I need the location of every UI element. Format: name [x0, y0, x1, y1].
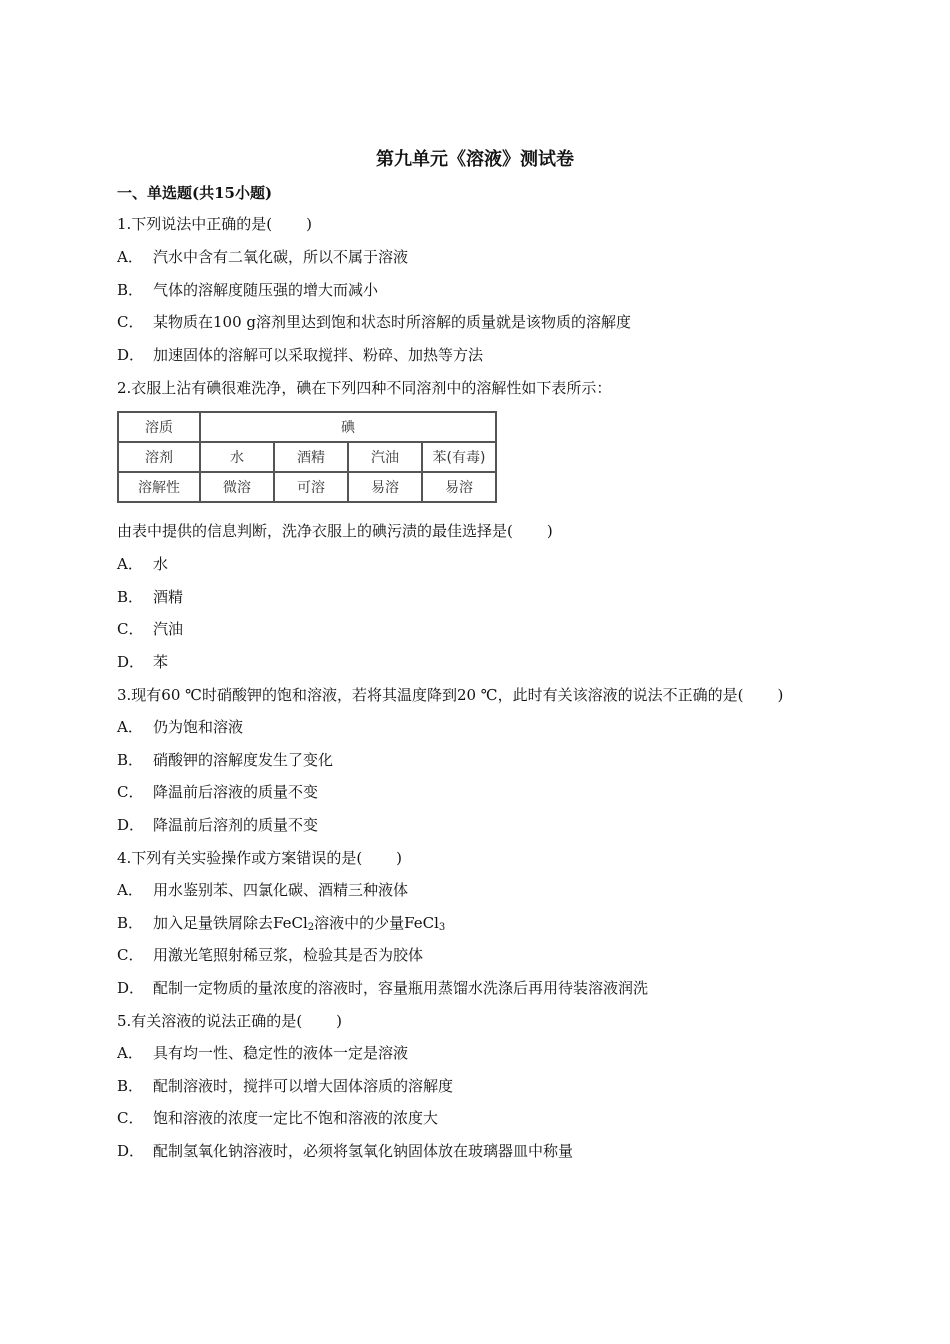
question-4-option-c: C． 用激光笔照射稀豆浆，检验其是否为胶体 — [117, 946, 424, 964]
question-3-option-b: B． 硝酸钾的溶解度发生了变化 — [117, 751, 334, 769]
question-1-option-c: C． 某物质在100 g溶剂里达到饱和状态时所溶解的质量就是该物质的溶解度 — [117, 313, 632, 331]
table-cell: 溶质 — [118, 412, 200, 442]
question-5-option-a: A． 具有均一性、稳定性的液体一定是溶液 — [117, 1044, 409, 1062]
question-2-stem: 2.衣服上沾有碘很难洗净，碘在下列四种不同溶剂中的溶解性如下表所示： — [117, 379, 612, 397]
table-cell: 碘 — [200, 412, 496, 442]
question-4-option-a: A． 用水鉴别苯、四氯化碳、酒精三种液体 — [117, 881, 409, 899]
question-5-option-d: D． 配制氢氧化钠溶液时，必须将氢氧化钠固体放在玻璃器皿中称量 — [117, 1142, 574, 1160]
question-3-option-d: D． 降温前后溶剂的质量不变 — [117, 816, 319, 834]
table-cell: 苯(有毒) — [422, 442, 496, 472]
table-row — [118, 442, 496, 472]
table-row — [118, 412, 496, 442]
question-5-option-c: C． 饱和溶液的浓度一定比不饱和溶液的浓度大 — [117, 1109, 439, 1127]
question-2-option-a: A． 水 — [117, 555, 169, 573]
question-2-option-d: D． 苯 — [117, 653, 169, 671]
table-cell: 易溶 — [348, 472, 422, 502]
question-1-option-d: D． 加速固体的溶解可以采取搅拌、粉碎、加热等方法 — [117, 346, 484, 364]
question-2-option-b: B． 酒精 — [117, 588, 184, 606]
table-cell: 可溶 — [274, 472, 348, 502]
table-cell: 微溶 — [200, 472, 274, 502]
table-cell: 溶剂 — [118, 442, 200, 472]
question-5-option-b: B． 配制溶液时，搅拌可以增大固体溶质的溶解度 — [117, 1077, 454, 1095]
question-5-stem: 5.有关溶液的说法正确的是( ) — [117, 1012, 343, 1030]
table-cell: 酒精 — [274, 442, 348, 472]
question-1-option-b: B． 气体的溶解度随压强的增大而减小 — [117, 281, 379, 299]
table-row — [118, 472, 496, 502]
table-cell: 汽油 — [348, 442, 422, 472]
question-3-stem: 3.现有60 ℃时硝酸钾的饱和溶液，若将其温度降到20 ℃，此时有关该溶液的说法不正确的是( ) — [117, 686, 784, 704]
question-2-question: 由表中提供的信息判断，洗净衣服上的碘污渍的最佳选择是( ) — [117, 522, 553, 540]
table-cell: 易溶 — [422, 472, 496, 502]
question-4-stem: 4.下列有关实验操作或方案错误的是( ) — [117, 849, 403, 867]
table-cell: 溶解性 — [118, 472, 200, 502]
section-title: 一、单选题(共15小题) — [117, 184, 273, 202]
page-title: 第九单元《溶液》测试卷 — [376, 149, 574, 170]
question-2-option-c: C． 汽油 — [117, 620, 184, 638]
question-3-option-a: A． 仍为饱和溶液 — [117, 718, 244, 736]
question-4-option-b: B． 加入足量铁屑除去FeCl$_2$溶液中的少量FeCl$_3$ — [117, 914, 446, 933]
solubility-table — [117, 411, 497, 503]
question-1-option-a: A． 汽水中含有二氧化碳，所以不属于溶液 — [117, 248, 409, 266]
question-1-stem: 1.下列说法中正确的是( ) — [117, 215, 313, 233]
question-3-option-c: C． 降温前后溶液的质量不变 — [117, 783, 319, 801]
question-4-option-d: D． 配制一定物质的量浓度的溶液时，容量瓶用蒸馏水洗涤后再用待装溶液润洗 — [117, 979, 649, 997]
table-cell: 水 — [200, 442, 274, 472]
